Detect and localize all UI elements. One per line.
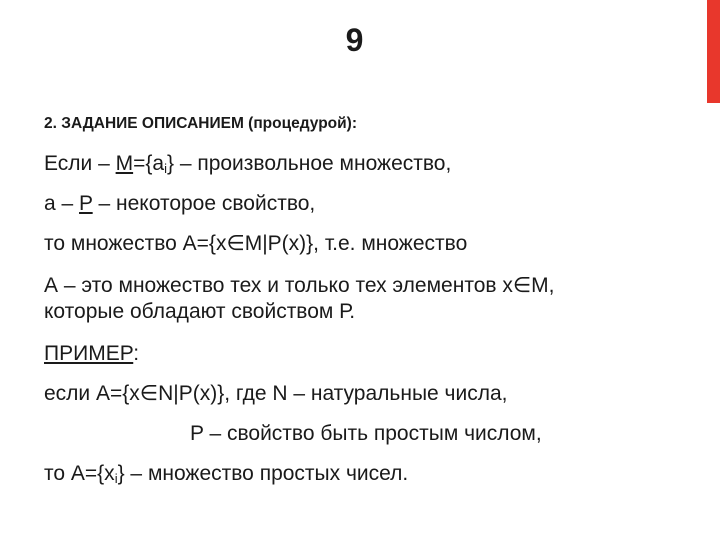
text-line-8: P – свойство быть простым числом, (190, 422, 542, 445)
text-fragment: – некоторое свойство, (92, 192, 316, 215)
text-fragment: Если – (44, 152, 116, 175)
property-symbol-P: P (79, 192, 93, 215)
text-line-6 (44, 341, 139, 367)
text-line-7: если А={x∈N|P(x)}, где N – натуральные числа, (44, 382, 508, 405)
set-symbol-M: M (115, 152, 134, 175)
text-fragment: ={a (133, 152, 165, 175)
example-label: ПРИМЕР (44, 342, 134, 365)
slide-number: 9 (345, 22, 365, 58)
subscript-i: i (164, 161, 167, 176)
text-fragment: } – произвольное множество, (166, 152, 452, 175)
text-line-3: то множество А={x∈M|P(x)}, т.е. множество (44, 232, 468, 255)
text-line-5: которые обладают свойством Р. (44, 300, 356, 323)
text-fragment: } – множество простых чисел. (117, 462, 409, 485)
text-fragment: : (133, 342, 140, 365)
text-line-1 (44, 151, 451, 177)
text-fragment: то А={x (44, 462, 115, 485)
text-line-9 (44, 461, 408, 487)
text-line-4: А – это множество тех и только тех элементов x∈M, (44, 274, 555, 297)
text-line-2 (44, 191, 315, 217)
section-heading: 2. ЗАДАНИЕ ОПИСАНИЕМ (процедурой): (44, 115, 357, 132)
accent-bar (707, 0, 720, 103)
text-fragment: а – (44, 192, 80, 215)
subscript-i: i (114, 471, 118, 486)
